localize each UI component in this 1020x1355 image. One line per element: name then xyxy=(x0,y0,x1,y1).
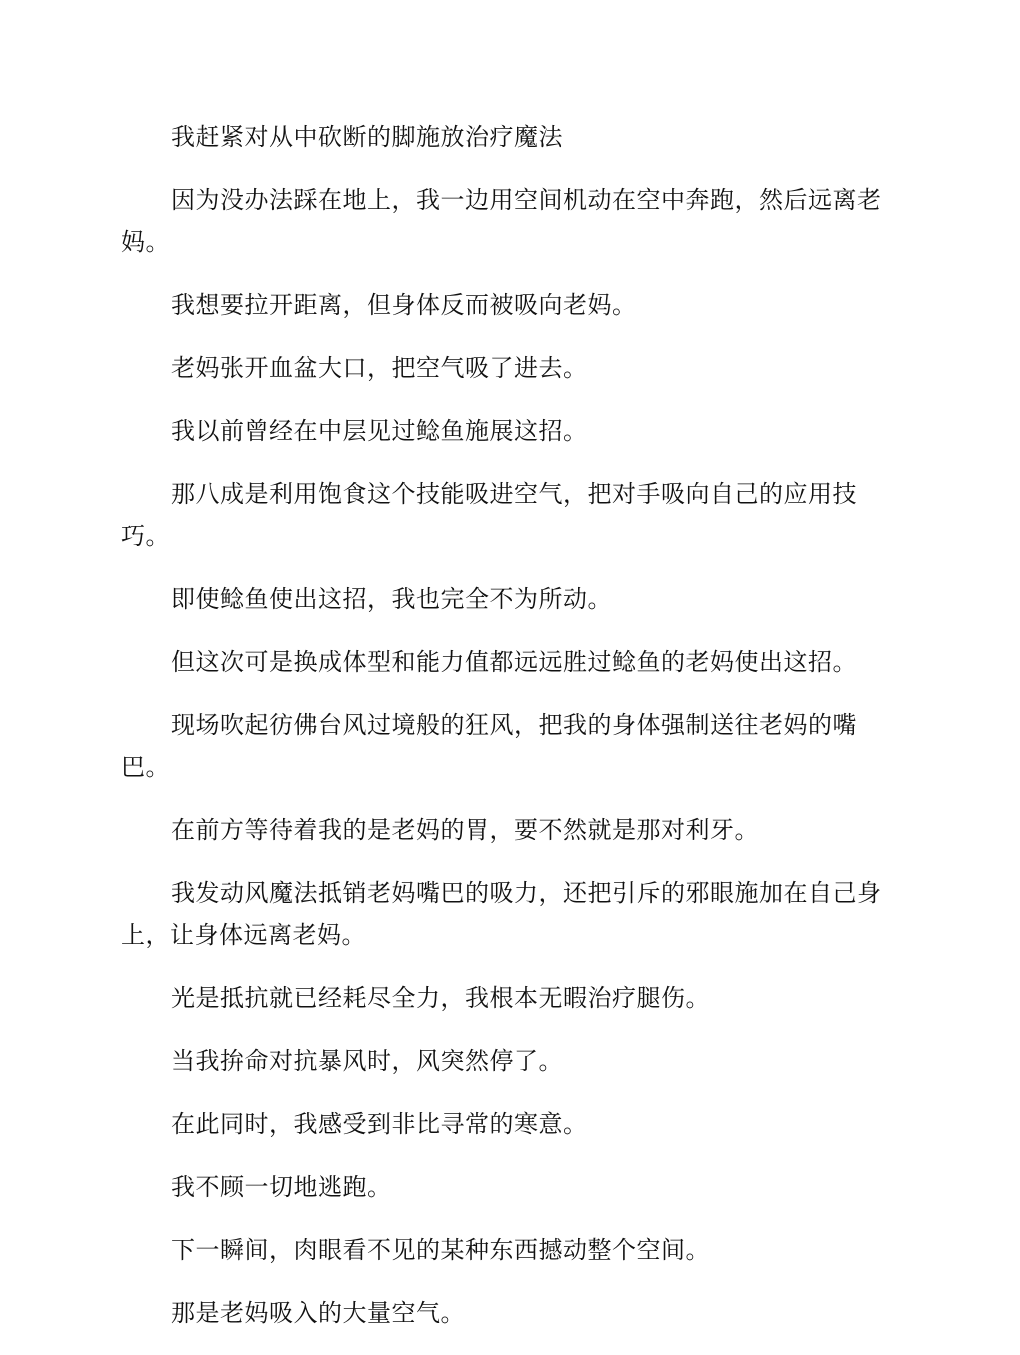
paragraph: 我赶紧对从中砍断的脚施放治疗魔法 xyxy=(171,123,563,151)
paragraph: 我发动风魔法抵销老妈嘴巴的吸力，还把引斥的邪眼施加在自己身上，让身体远离老妈。 xyxy=(121,879,882,949)
paragraph: 那是老妈吸入的大量空气。 xyxy=(171,1299,465,1327)
paragraph: 老妈张开血盆大口，把空气吸了进去。 xyxy=(171,354,588,382)
paragraph: 在此同时，我感受到非比寻常的寒意。 xyxy=(171,1110,588,1138)
paragraph: 光是抵抗就已经耗尽全力，我根本无暇治疗腿伤。 xyxy=(171,984,710,1012)
paragraph: 但这次可是换成体型和能力值都远远胜过鲶鱼的老妈使出这招。 xyxy=(171,648,857,676)
paragraph: 我以前曾经在中层见过鲶鱼施展这招。 xyxy=(171,417,588,445)
paragraph: 那八成是利用饱食这个技能吸进空气，把对手吸向自己的应用技巧。 xyxy=(121,480,857,550)
paragraph: 当我拚命对抗暴风时，风突然停了。 xyxy=(171,1047,563,1075)
paragraph: 我不顾一切地逃跑。 xyxy=(171,1173,392,1201)
paragraph: 我想要拉开距离，但身体反而被吸向老妈。 xyxy=(171,291,637,319)
paragraph: 因为没办法踩在地上，我一边用空间机动在空中奔跑，然后远离老妈。 xyxy=(121,186,882,256)
paragraph: 在前方等待着我的是老妈的胃，要不然就是那对利牙。 xyxy=(171,816,759,844)
paragraph: 下一瞬间，肉眼看不见的某种东西撼动整个空间。 xyxy=(171,1236,710,1264)
body-text xyxy=(121,116,899,1355)
paragraph: 现场吹起彷佛台风过境般的狂风，把我的身体强制送往老妈的嘴巴。 xyxy=(121,711,857,781)
paragraph: 即使鲶鱼使出这招，我也完全不为所动。 xyxy=(171,585,612,613)
